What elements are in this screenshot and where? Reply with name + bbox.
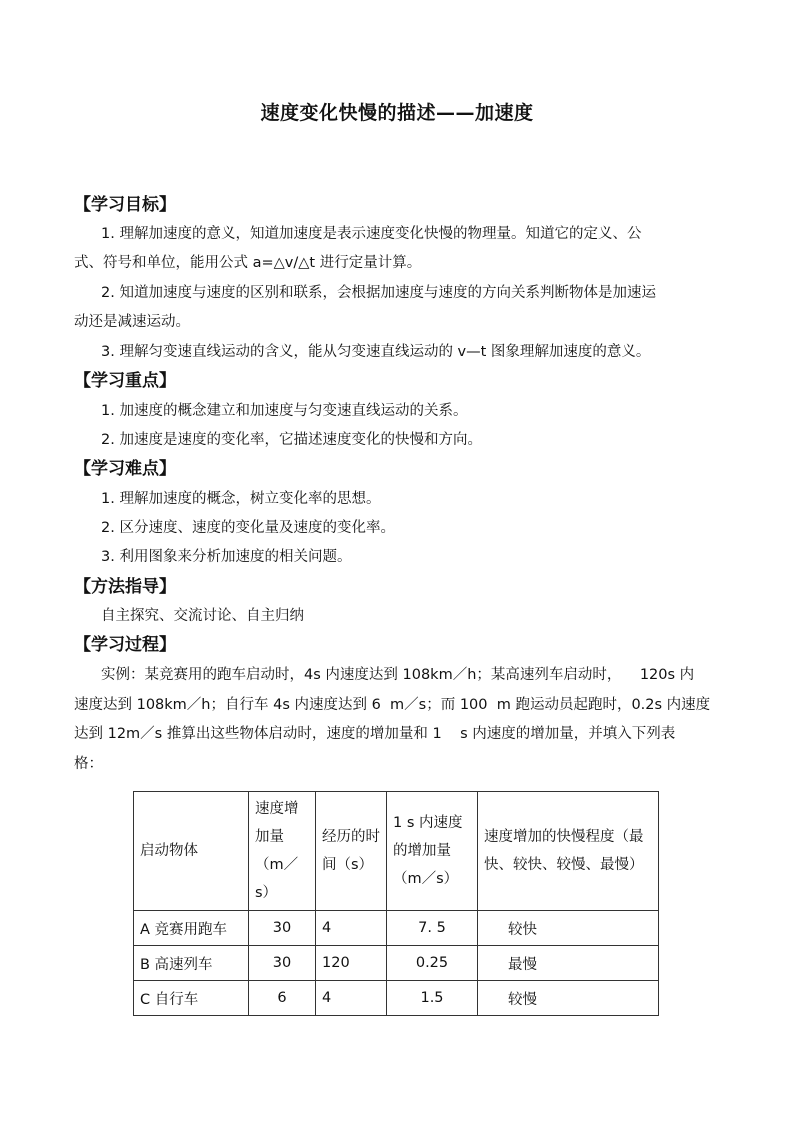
- cell-time: 4: [316, 981, 387, 1016]
- cell-object: A 竞赛用跑车: [134, 911, 249, 946]
- method-text: 自主探究、交流讨论、自主归纳: [101, 608, 304, 624]
- header-elapsed-time: 经历的时间（s）: [316, 792, 387, 911]
- table-row: [134, 981, 659, 1016]
- cell-delta-v: 30: [249, 911, 316, 946]
- cell-delta-v: 30: [249, 946, 316, 981]
- difficulties-item-2: 2. 区分速度、速度的变化量及速度的变化率。: [101, 520, 395, 536]
- process-line-3: 达到 12m／s 推算出这些物体启动时，速度的增加量和 1 s 内速度的增加量，并填入下列表: [74, 726, 676, 742]
- method-heading: 【方法指导】: [74, 577, 176, 597]
- cell-per-second: 0.25: [387, 946, 478, 981]
- process-heading: 【学习过程】: [74, 635, 176, 655]
- page-title: 速度变化快慢的描述——加速度: [260, 102, 534, 124]
- cell-delta-v: 6: [249, 981, 316, 1016]
- header-velocity-increase: 速度增加量（m／s）: [249, 792, 316, 911]
- table-header-row: [134, 792, 659, 911]
- cell-time: 4: [316, 911, 387, 946]
- cell-time: 120: [316, 946, 387, 981]
- key-points-item-2: 2. 加速度是速度的变化率，它描述速度变化的快慢和方向。: [101, 432, 482, 448]
- cell-per-second: 1.5: [387, 981, 478, 1016]
- cell-rank: 较快: [478, 911, 659, 946]
- key-points-heading: 【学习重点】: [74, 371, 176, 391]
- process-line-2: 速度达到 108km／h；自行车 4s 内速度达到 6 m／s；而 100 m 跑运动员起跑时，0.2s 内速度: [74, 697, 711, 713]
- cell-per-second: 7. 5: [387, 911, 478, 946]
- cell-object: B 高速列车: [134, 946, 249, 981]
- acceleration-table: [133, 791, 659, 1016]
- difficulties-heading: 【学习难点】: [74, 459, 176, 479]
- goals-item-1-line-1: 1. 理解加速度的意义，知道加速度是表示速度变化快慢的物理量。知道它的定义、公: [101, 226, 642, 242]
- goals-item-2-line-2: 动还是减速运动。: [74, 314, 190, 330]
- process-line-1: 实例：某竞赛用的跑车启动时，4s 内速度达到 108km／h；某高速列车启动时， 120s 内: [101, 667, 695, 683]
- cell-rank: 较慢: [478, 981, 659, 1016]
- header-object: 启动物体: [134, 792, 249, 911]
- difficulties-item-3: 3. 利用图象来分析加速度的相关问题。: [101, 549, 352, 565]
- goals-item-2-line-1: 2. 知道加速度与速度的区别和联系，会根据加速度与速度的方向关系判断物体是加速运: [101, 285, 656, 301]
- header-speed-rank: 速度增加的快慢程度（最快、较快、较慢、最慢）: [478, 792, 659, 911]
- key-points-item-1: 1. 加速度的概念建立和加速度与匀变速直线运动的关系。: [101, 403, 468, 419]
- goals-item-3: 3. 理解匀变速直线运动的含义，能从匀变速直线运动的 v—t 图象理解加速度的意义。: [101, 344, 651, 360]
- table-row: [134, 946, 659, 981]
- cell-object: C 自行车: [134, 981, 249, 1016]
- difficulties-item-1: 1. 理解加速度的概念，树立变化率的思想。: [101, 491, 381, 507]
- process-line-4: 格：: [74, 756, 103, 772]
- goals-item-1-line-2: 式、符号和单位，能用公式 a=△v/△t 进行定量计算。: [74, 255, 422, 271]
- cell-rank: 最慢: [478, 946, 659, 981]
- goals-heading: 【学习目标】: [74, 195, 176, 215]
- header-increase-per-second: 1 s 内速度的增加量（m／s）: [387, 792, 478, 911]
- table-row: [134, 911, 659, 946]
